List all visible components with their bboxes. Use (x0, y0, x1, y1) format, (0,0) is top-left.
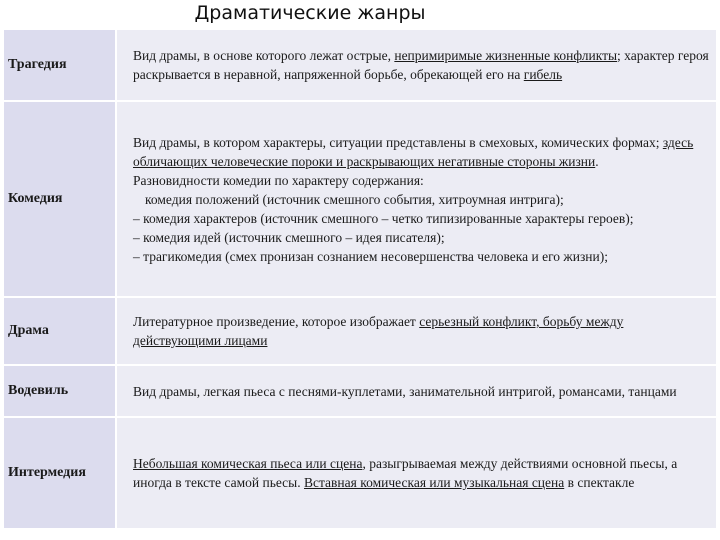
genre-term: Комедия (3, 101, 116, 297)
genre-term: Трагедия (3, 29, 116, 101)
comedy-variety-item: – трагикомедия (смех пронизан сознанием несовершенства человека и его жизни); (133, 248, 608, 264)
genres-table (2, 28, 718, 530)
page-title (0, 0, 720, 28)
definition-text: , разыгрываемая между действиями основной пьесы, а иногда в тексте самой пьесы. (133, 456, 678, 490)
comedy-variety-item: – комедия идей (источник смешного – идея писателя); (133, 229, 445, 245)
definition-text: Вид драмы, в основе которого лежат острые, (133, 48, 395, 63)
definition-text-underlined: Небольшая комическая пьеса или сцена (133, 456, 363, 471)
table-row (3, 101, 717, 297)
table-row (3, 365, 717, 417)
comedy-variety-item: комедия положений (источник смешного события, хитроумная интрига); (145, 191, 564, 207)
genre-definition (116, 101, 717, 297)
definition-text: Вид драмы, легкая пьеса с песнями-куплетами, занимательной интригой, романсами, танцами (133, 383, 677, 399)
genre-definition (116, 297, 717, 365)
definition-text: . (595, 153, 599, 169)
page-title-text: Драматические жанры (194, 2, 426, 24)
definition-text: Литературное произведение, которое изображает (133, 314, 420, 329)
definition-text-underlined: непримиримые жизненные конфликты (394, 48, 618, 63)
genre-definition (116, 417, 717, 529)
definition-text-underlined: серьезный конфликт, борьбу между действующими лицами (133, 314, 624, 348)
table-row (3, 29, 717, 101)
genre-definition (116, 29, 717, 101)
table-row (3, 417, 717, 529)
genre-term: Драма (3, 297, 116, 365)
genre-term: Водевиль (3, 365, 116, 417)
comedy-variety-item: – комедия характеров (источник смешного – четко типизированные характеры героев); (133, 210, 634, 226)
definition-text: ; характер героя раскрывается в неравной, напряженной борьбе, обрекающей его на (133, 48, 709, 82)
definition-text-underlined: гибель (523, 67, 563, 82)
genre-definition (116, 365, 717, 417)
genre-term: Интермедия (3, 417, 116, 529)
table-row (3, 297, 717, 365)
definition-text: в спектакле (564, 475, 635, 490)
definition-text-underlined: здесь обличающих человеческие пороки и раскрывающих негативные стороны жизни (133, 134, 694, 169)
definition-text-underlined: Вставная комическая или музыкальная сцена (304, 475, 565, 490)
definition-text: Вид драмы, в котором характеры, ситуации представлены в смеховых, комических формах; (133, 134, 663, 150)
comedy-subtitle: Разновидности комедии по характеру содержания: (133, 172, 424, 188)
